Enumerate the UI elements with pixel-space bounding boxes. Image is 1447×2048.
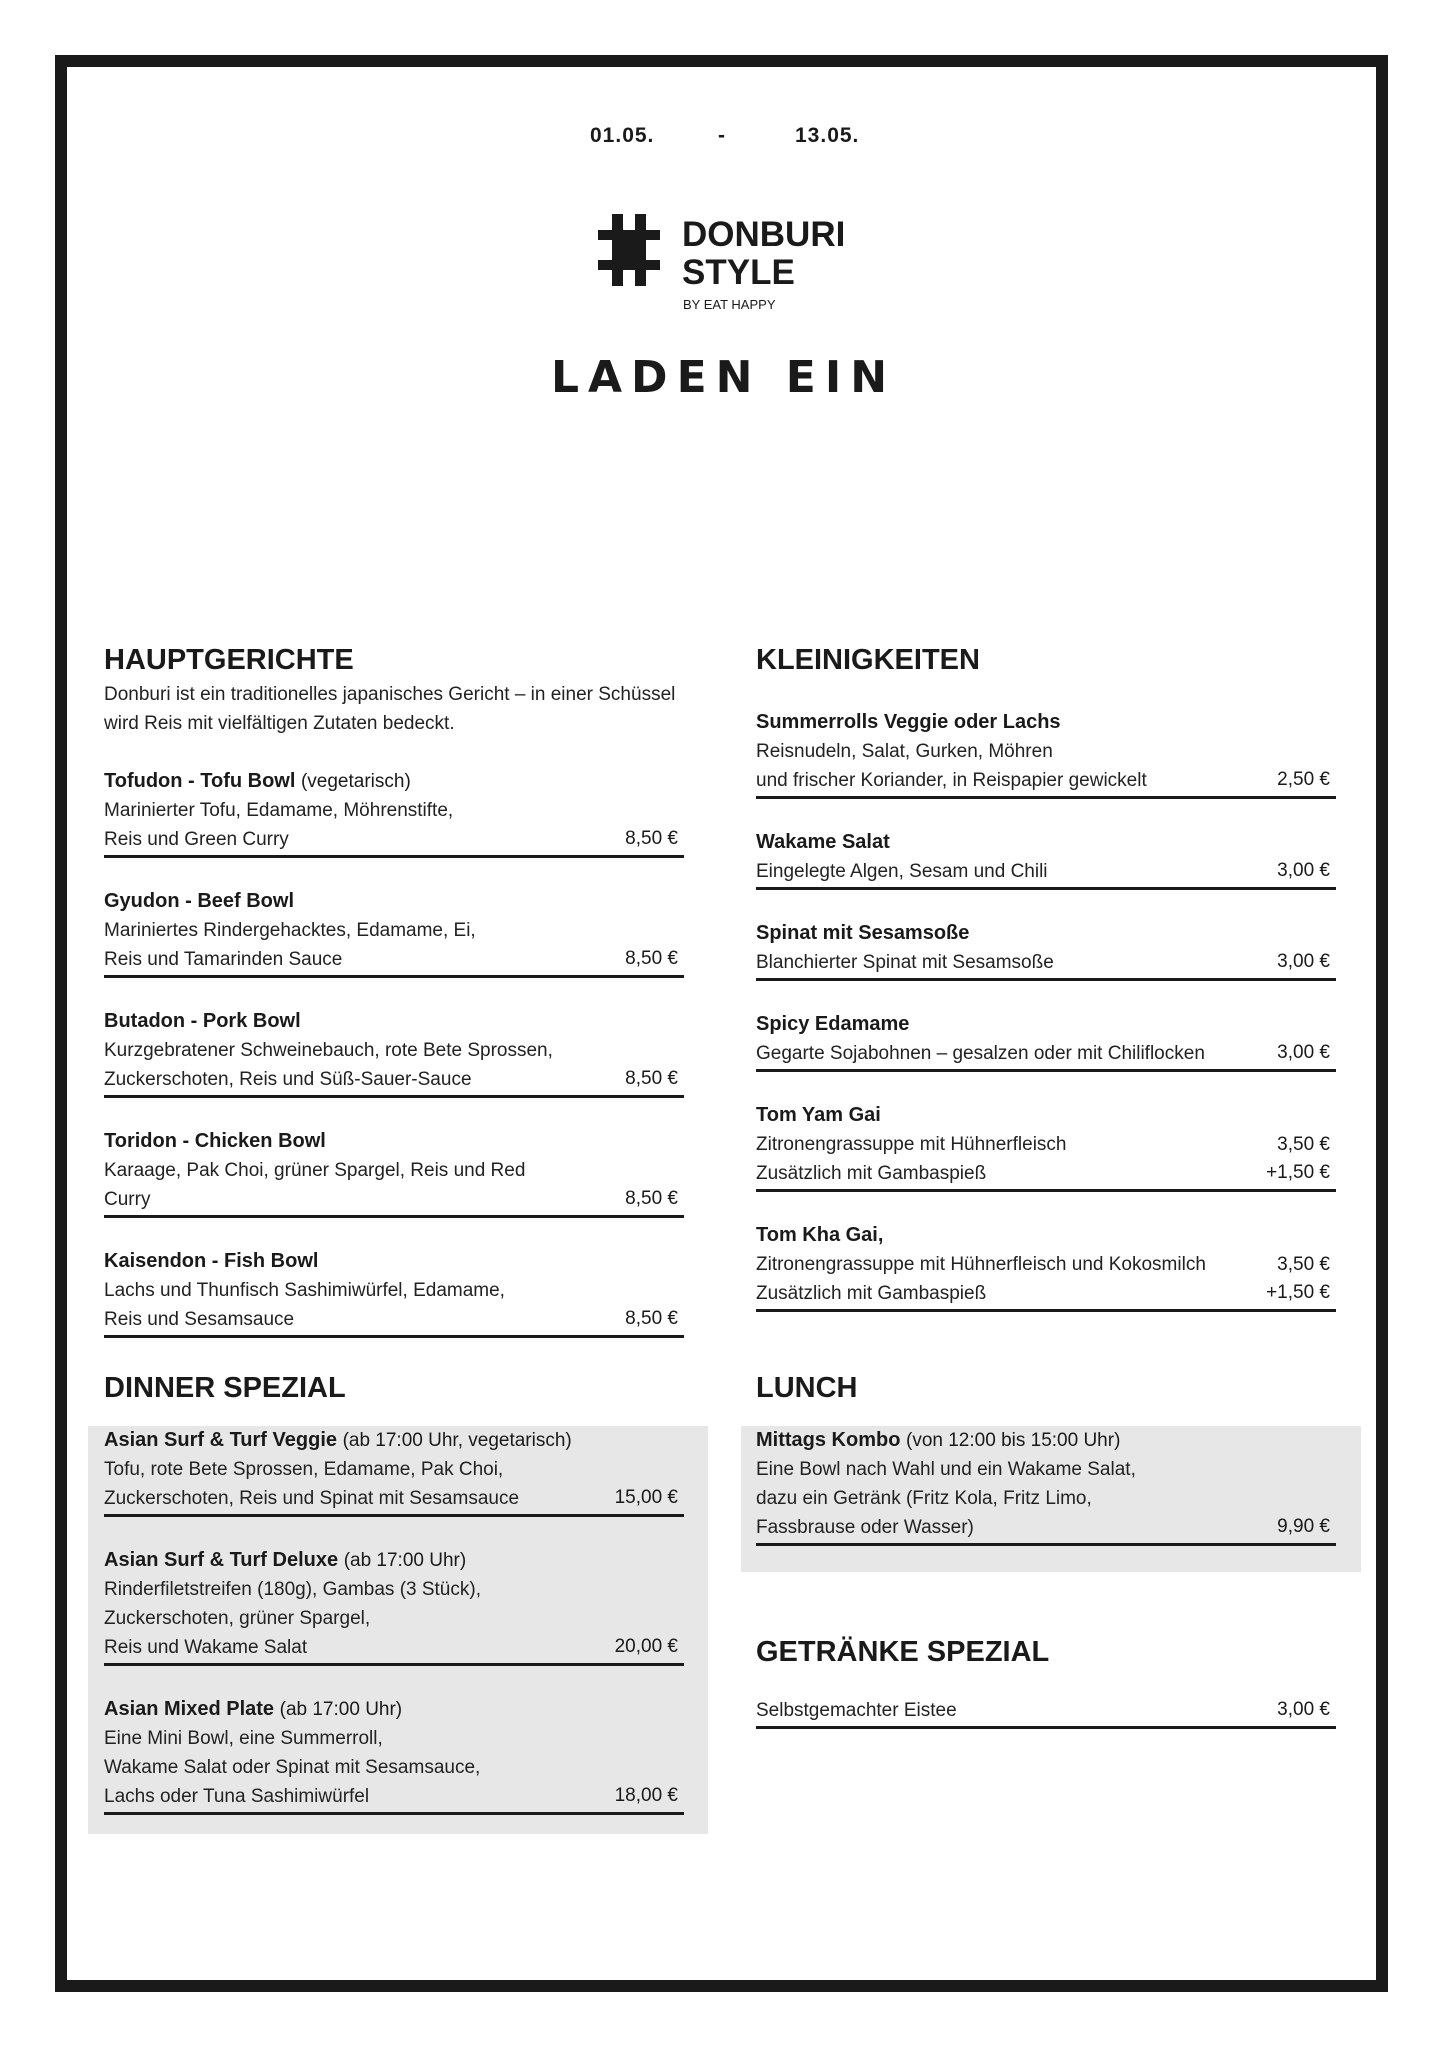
menu-item — [104, 1247, 684, 1338]
item-description: Zitronengrassuppe mit Hühnerfleisch — [756, 1134, 1067, 1155]
item-description: Lachs und Thunfisch Sashimiwürfel, Edamame, — [104, 1280, 505, 1301]
item-description: Reis und Green Curry — [104, 829, 289, 850]
item-price: 15,00 € — [614, 1487, 678, 1508]
item-description: Fassbrause oder Wasser) — [756, 1517, 974, 1538]
menu-item — [756, 1426, 1336, 1546]
item-price-row — [756, 1159, 1336, 1192]
item-price: 8,50 € — [625, 1308, 678, 1329]
item-price: 20,00 € — [614, 1636, 678, 1657]
item-price-row — [104, 1065, 684, 1098]
menu-item — [756, 1101, 1336, 1192]
menu-item — [104, 1546, 684, 1666]
item-note: (von 12:00 bis 15:00 Uhr) — [906, 1430, 1121, 1451]
logo-line-2: STYLE — [682, 253, 795, 292]
menu-item — [104, 767, 684, 858]
item-name: Spinat mit Sesamsoße — [756, 922, 970, 944]
item-price: 3,00 € — [1277, 951, 1330, 972]
item-price-row — [104, 1782, 684, 1815]
section-lunch — [756, 1370, 1336, 1546]
item-note: (ab 17:00 Uhr, vegetarisch) — [342, 1430, 572, 1451]
item-note: (ab 17:00 Uhr) — [279, 1699, 403, 1720]
item-name: Asian Mixed Plate — [104, 1698, 275, 1720]
item-price: 8,50 € — [625, 828, 678, 849]
item-price-row — [104, 1305, 684, 1338]
item-description: Reis und Wakame Salat — [104, 1637, 308, 1658]
item-description: Eine Bowl nach Wahl und ein Wakame Salat, — [756, 1459, 1136, 1480]
date-range — [0, 124, 1447, 152]
item-description: Zuckerschoten, Reis und Süß-Sauer-Sauce — [104, 1069, 472, 1090]
item-price-row — [756, 1513, 1336, 1546]
logo-subtitle: BY EAT HAPPY — [683, 297, 776, 312]
item-price: 2,50 € — [1277, 769, 1330, 790]
section-title: HAUPTGERICHTE — [104, 644, 354, 676]
item-description: und frischer Koriander, in Reispapier gewickelt — [756, 770, 1147, 791]
item-name-line — [756, 1426, 1336, 1455]
date-separator: - — [718, 124, 726, 147]
item-description: Karaage, Pak Choi, grüner Spargel, Reis und Red Curry — [104, 1160, 526, 1210]
item-description: Reis und Sesamsauce — [104, 1309, 295, 1330]
item-description: Kurzgebratener Schweinebauch, rote Bete Sprossen, — [104, 1040, 553, 1061]
item-name: Gyudon - Beef Bowl — [104, 890, 294, 912]
item-name: Asian Surf & Turf Veggie — [104, 1429, 337, 1451]
item-description: Reisnudeln, Salat, Gurken, Möhren — [756, 741, 1053, 762]
item-name-line — [104, 1426, 684, 1455]
item-base-price: 3,50 € — [1277, 1254, 1330, 1275]
item-price: 9,90 € — [1277, 1516, 1330, 1537]
page-headline: LADEN EIN — [550, 352, 897, 403]
item-price: 8,50 € — [625, 1188, 678, 1209]
item-name: Wakame Salat — [756, 831, 890, 853]
item-description: Zusätzlich mit Gambaspieß — [756, 1163, 987, 1184]
item-price: 8,50 € — [625, 1068, 678, 1089]
section-title: DINNER SPEZIAL — [104, 1372, 346, 1404]
item-name: Toridon - Chicken Bowl — [104, 1130, 326, 1152]
item-description: Blanchierter Spinat mit Sesamsoße — [756, 952, 1054, 973]
item-description: Eine Mini Bowl, eine Summerroll, — [104, 1728, 383, 1749]
logo-line-1: DONBURI — [682, 215, 846, 254]
item-description: Zitronengrassuppe mit Hühnerfleisch und Kokosmilch — [756, 1254, 1206, 1275]
item-description: Mariniertes Rindergehacktes, Edamame, Ei, — [104, 920, 476, 941]
section-title: LUNCH — [756, 1372, 858, 1404]
item-description: Zuckerschoten, Reis und Spinat mit Sesamsauce — [104, 1488, 520, 1509]
item-description: Eingelegte Algen, Sesam und Chili — [756, 861, 1048, 882]
item-price-row — [756, 1279, 1336, 1312]
donburi-style-logo — [598, 214, 858, 314]
item-base-price: 3,50 € — [1277, 1134, 1330, 1155]
item-note: (ab 17:00 Uhr) — [343, 1550, 467, 1571]
section-intro — [104, 680, 684, 738]
item-price: 18,00 € — [614, 1785, 678, 1806]
item-description: Wakame Salat oder Spinat mit Sesamsauce, — [104, 1757, 481, 1778]
item-description: Tofu, rote Bete Sprossen, Edamame, Pak Choi, — [104, 1459, 504, 1480]
section-title: KLEINIGKEITEN — [756, 644, 980, 676]
menu-item — [104, 1426, 684, 1517]
section-hauptgerichte — [104, 642, 684, 1338]
item-price: 3,00 € — [1277, 1042, 1330, 1063]
logo-wordmark — [682, 216, 845, 292]
menu-item — [104, 887, 684, 978]
menu-item — [104, 1127, 684, 1218]
item-name: Tom Yam Gai — [756, 1104, 881, 1126]
item-description: Rinderfiletstreifen (180g), Gambas (3 Stück), — [104, 1579, 481, 1600]
item-description: Selbstgemachter Eistee — [756, 1700, 957, 1721]
item-name: Kaisendon - Fish Bowl — [104, 1250, 319, 1272]
menu-item — [104, 1695, 684, 1815]
item-base-row — [756, 1250, 1336, 1279]
item-extra-price: +1,50 € — [1266, 1282, 1330, 1303]
item-name: Summerrolls Veggie oder Lachs — [756, 711, 1061, 733]
item-name: Mittags Kombo — [756, 1429, 901, 1451]
item-description: Gegarte Sojabohnen – gesalzen oder mit Chiliflocken — [756, 1043, 1205, 1064]
item-name-line — [104, 1546, 684, 1575]
hash-logo-icon — [598, 214, 660, 286]
section-dinner-spezial — [104, 1370, 684, 1815]
menu-item — [756, 919, 1336, 981]
item-price-row — [104, 1156, 684, 1218]
item-price-row — [756, 948, 1336, 981]
item-note: (vegetarisch) — [300, 771, 411, 792]
item-price-row — [756, 857, 1336, 890]
item-price-row — [104, 945, 684, 978]
item-price: 3,00 € — [1277, 860, 1330, 881]
item-description: Marinierter Tofu, Edamame, Möhrenstifte, — [104, 800, 454, 821]
section-title: GETRÄNKE SPEZIAL — [756, 1636, 1050, 1668]
item-price-row — [104, 825, 684, 858]
item-description: Zuckerschoten, grüner Spargel, — [104, 1608, 371, 1629]
item-price-row — [756, 766, 1336, 799]
item-price: 3,00 € — [1277, 1699, 1330, 1720]
item-description: Reis und Tamarinden Sauce — [104, 949, 343, 970]
menu-item — [756, 708, 1336, 799]
item-name-line — [104, 1695, 684, 1724]
item-name: Tom Kha Gai, — [756, 1224, 884, 1246]
item-name-line — [104, 767, 684, 796]
item-price-row — [756, 1696, 1336, 1729]
item-price-row — [104, 1633, 684, 1666]
date-to: 13.05. — [795, 124, 860, 147]
item-price-row — [104, 1484, 684, 1517]
intro-line: Donburi ist ein traditionelles japanisches Gericht – in einer Schüssel — [104, 684, 676, 705]
menu-item — [756, 1696, 1336, 1729]
item-description: Lachs oder Tuna Sashimiwürfel — [104, 1786, 370, 1807]
item-extra-price: +1,50 € — [1266, 1162, 1330, 1183]
section-getraenke-spezial — [756, 1634, 1336, 1729]
menu-item — [756, 828, 1336, 890]
intro-line: wird Reis mit vielfältigen Zutaten bedeckt. — [104, 713, 455, 734]
item-base-row — [756, 1130, 1336, 1159]
item-price: 8,50 € — [625, 948, 678, 969]
menu-item — [756, 1010, 1336, 1072]
item-name: Butadon - Pork Bowl — [104, 1010, 301, 1032]
item-description: Zusätzlich mit Gambaspieß — [756, 1283, 987, 1304]
item-description: dazu ein Getränk (Fritz Kola, Fritz Limo, — [756, 1488, 1092, 1509]
menu-item — [104, 1007, 684, 1098]
item-name: Asian Surf & Turf Deluxe — [104, 1549, 339, 1571]
item-price-row — [756, 1039, 1336, 1072]
menu-item — [756, 1221, 1336, 1312]
item-name: Spicy Edamame — [756, 1013, 910, 1035]
section-kleinigkeiten — [756, 642, 1336, 1312]
date-from: 01.05. — [590, 124, 655, 147]
item-name: Tofudon - Tofu Bowl — [104, 770, 296, 792]
